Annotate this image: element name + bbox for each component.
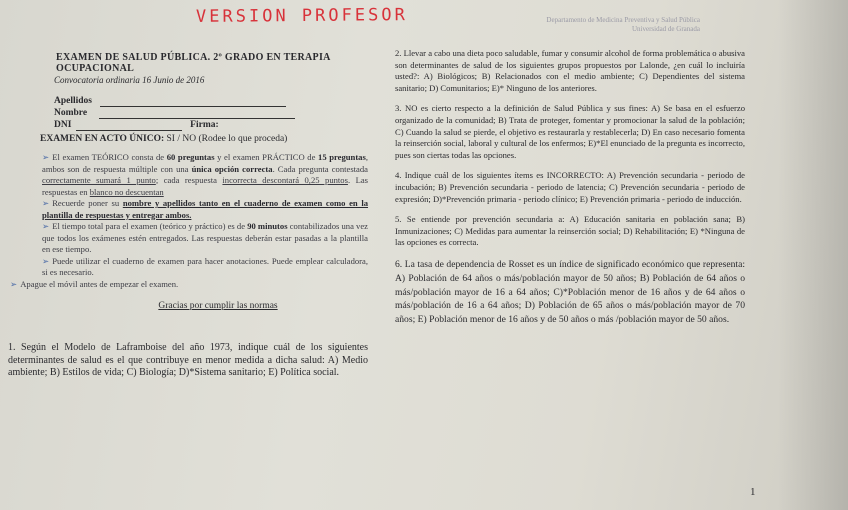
bullet-icon: ➢ <box>10 278 18 289</box>
dni-field[interactable] <box>76 130 182 131</box>
firma-label: Firma: <box>190 120 219 130</box>
acto-unico-row <box>8 133 368 145</box>
bullet-icon: ➢ <box>42 221 50 231</box>
question-3: 3. NO es cierto respecto a la definición de Salud Pública y sus fines: A) Se basa en el esfuerzo organizado de la comunidad; B) Trata de proteger, fomentar y promocionar la salud de la población; C) Cuando la salud se pierde, el objetivo es restaurarla y restablecerla; D) En caso necesario fomenta la reinserción social, laboral y cultural de los enfermos; E)*El enunciado de la pregunta es incorrecto, pues son ciertas todas las opciones. <box>395 103 745 160</box>
rule-name-reminder: ➢ Recuerde poner su nombre y apellidos tanto en el cuaderno de examen como en la plantilla de respuestas y entregar ambos. <box>42 198 369 220</box>
left-column <box>8 52 368 380</box>
bullet-icon: ➢ <box>42 198 50 208</box>
exam-convocatoria: Convocatoria ordinaria 16 Junio de 2016 <box>54 75 205 85</box>
bullet-icon: ➢ <box>42 255 50 266</box>
question-6: 6. La tasa de dependencia de Rosset es un índice de significado económico que representa: A) Población de 64 años o más/población mayor de 50 años; B) Población de 64 años o más/población mayor de 16 a 64 años; C)*Población menor de 16 años y de 64 años o más/población de 16 a 64 años; D) Población de 65 años o más/población mayor de 70 años; E) Población menor de 16 años y de 50 años o más /población mayor de 50 años. <box>395 258 745 326</box>
rule-notes: ➢ Puede utilizar el cuaderno de examen para hacer anotaciones. Puede emplear calculadora, si es necesario. <box>42 255 368 277</box>
apellidos-label: Apellidos <box>54 96 93 106</box>
exam-title: EXAMEN DE SALUD PÚBLICA. 2º GRADO EN TERAPIA OCUPACIONAL <box>56 52 331 74</box>
nombre-label: Nombre <box>54 108 88 118</box>
dni-label: DNI <box>54 120 72 130</box>
page-shadow <box>778 0 848 510</box>
rule-time: ➢ El tiempo total para el examen (teórico y práctico) es de 90 minutos contabilizados una vez que todos los exámenes estén entregados. Las respuestas deberán estar pasadas a la plantilla en ese tiempo. <box>42 221 368 254</box>
university-name: Universidad de Granada <box>631 25 700 33</box>
bullet-icon: ➢ <box>42 152 50 162</box>
thanks-note: Gracias por cumplir las normas <box>158 301 278 311</box>
right-column <box>395 48 745 336</box>
dni-row <box>8 119 368 131</box>
page-number: 1 <box>750 486 756 498</box>
nombre-row <box>8 107 368 119</box>
apellidos-row <box>8 95 368 107</box>
rule-phone: ➢ Apague el móvil antes de empezar el examen. <box>10 278 179 289</box>
acto-unico-options[interactable]: SI / NO (Rodee lo que proceda) <box>166 134 288 144</box>
question-1: 1. Según el Modelo de Laframboise del año 1973, indique cuál de los siguientes determinantes de salud es el que contribuye en menor medida a dicha salud: A) Medio ambiente; B) Estilos de vida; C) Biología; D)*Sistema sanitario; E) Política social. <box>8 342 368 378</box>
acto-unico-label: EXAMEN EN ACTO ÚNICO: <box>40 134 165 144</box>
teacher-version-stamp: VERSION PROFESOR <box>195 5 408 27</box>
question-4: 4. Indique cuál de los siguientes ítems es INCORRECTO: A) Prevención secundaria - periodo de incubación; B) Prevención secundaria - periodo de latencia; C) Prevención secundaria - periodo de expresión; D)*Prevención primaria - periodo clínico; E) Prevención primaria - periodo de inducción. <box>395 170 745 204</box>
question-5: 5. Se entiende por prevención secundaria a: A) Educación sanitaria en población sana; B) Inmunizaciones; C) Medidas para aumentar la reinserción social; D) Rehabilitación; E) *Ninguna de las opciones es correcta. <box>395 214 745 248</box>
department-name: Departamento de Medicina Preventiva y Salud Pública <box>546 16 700 24</box>
question-2: 2. Llevar a cabo una dieta poco saludable, fumar y consumir alcohol de forma problemática o abusiva son determinantes de salud de los siguientes grupos propuestos por Lalonde, ¿en cuál lo incluiría usted?: A) Biológicos; B) Relacionados con el medio ambiente; C) Dependientes del sistema sanitario; D) Comunitarios; E)* Ninguno de los anteriores. <box>395 48 745 93</box>
rule-exam-structure: ➢ El examen TEÓRICO consta de 60 preguntas y el examen PRÁCTICO de 15 preguntas, ambos son de respuesta múltiple con una única opción correcta. Cada pregunta contestada correctamente sumará 1 punto; cada respuesta incorrecta descontará 0,25 puntos. Las respuestas en blanco no descuentan <box>42 152 369 197</box>
department-header <box>520 16 700 34</box>
